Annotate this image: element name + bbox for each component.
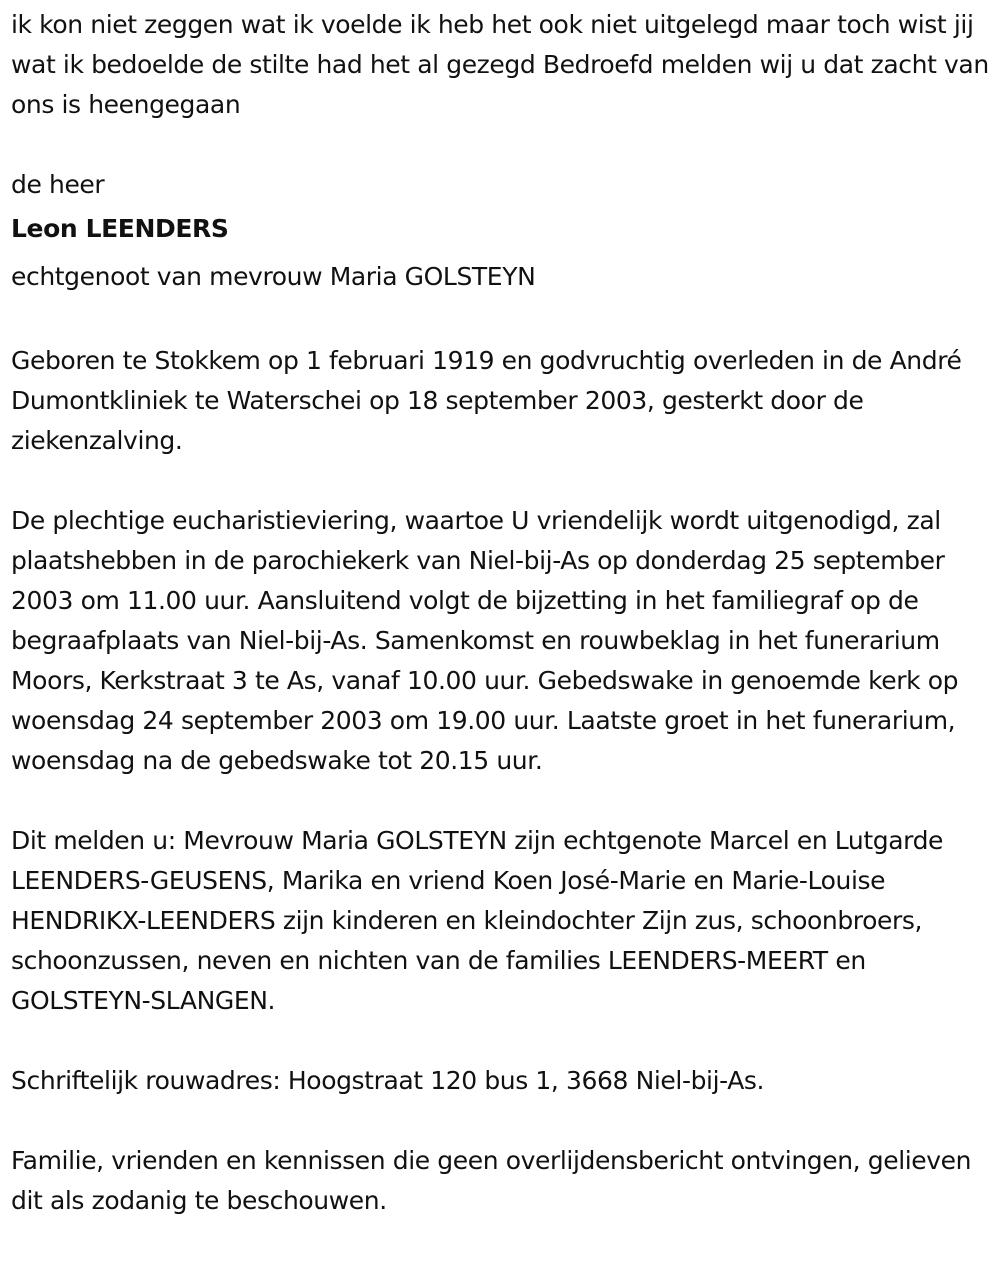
poem-paragraph: ik kon niet zeggen wat ik voelde ik heb het ook niet uitgelegd maar toch wist jij wat ik bedoelde de stilte had het al gezegd Bedroefd melden wij u dat zacht van ons is heengegaan (11, 10, 989, 119)
obituary-document (11, 5, 993, 1221)
spacer (11, 125, 993, 165)
birth-death-paragraph: Geboren te Stokkem op 1 februari 1919 en godvruchtig overleden in de André Dumontkliniek te Waterschei op 18 september 2003, gesterkt door de ziekenzalving. (11, 346, 962, 455)
ceremony-paragraph: De plechtige eucharistieviering, waartoe U vriendelijk wordt uitgenodigd, zal plaatshebben in de parochiekerk van Niel-bij-As op donderdag 25 september 2003 om 11.00 uur. Aansluitend volgt de bijzetting in het familiegraf op de begraafplaats van Niel-bij-As. Samenkomst en rouwbeklag in het funerarium Moors, Kerkstraat 3 te As, vanaf 10.00 uur. Gebedswake in genoemde kerk op woensdag 24 september 2003 om 19.00 uur. Laatste groet in het funerarium, woensdag na de gebedswake tot 20.15 uur. (11, 506, 959, 775)
family-paragraph: Dit melden u: Mevrouw Maria GOLSTEYN zijn echtgenote Marcel en Lutgarde LEENDERS-GEUSENS, Marika en vriend Koen José-Marie en Marie-Louise HENDRIKX-LEENDERS zijn kinderen en kleindochter Zijn zus, schoonbroers, schoonzussen, neven en nichten van de families LEENDERS-MEERT en GOLSTEYN-SLANGEN. (11, 826, 944, 1015)
spacer (11, 461, 993, 501)
salutation: de heer (11, 170, 105, 199)
spacer (11, 1021, 993, 1061)
spacer (11, 301, 993, 341)
closing-paragraph: Familie, vrienden en kennissen die geen overlijdensbericht ontvingen, gelieven dit als zodanig te beschouwen. (11, 1146, 972, 1215)
spacer (11, 1101, 993, 1141)
address-paragraph: Schriftelijk rouwadres: Hoogstraat 120 bus 1, 3668 Niel-bij-As. (11, 1066, 765, 1095)
spacer (11, 781, 993, 821)
spouse-line: echtgenoot van mevrouw Maria GOLSTEYN (11, 262, 536, 291)
deceased-name: Leon LEENDERS (11, 214, 229, 243)
